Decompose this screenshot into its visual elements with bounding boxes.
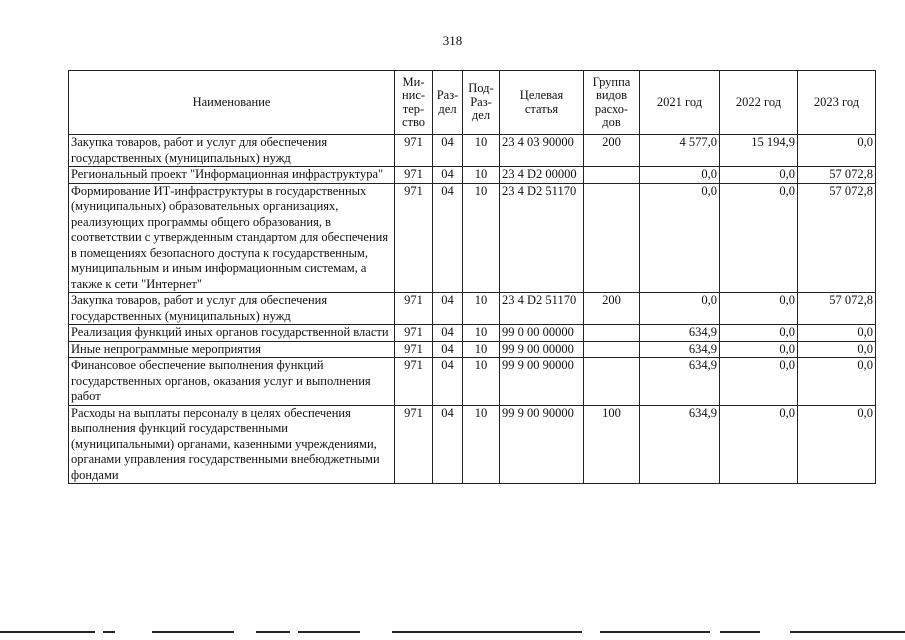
cell-target-article: 23 4 D2 51170: [500, 293, 584, 325]
cell-target-article: 99 9 00 90000: [500, 358, 584, 406]
cell-2021: 4 577,0: [640, 135, 720, 167]
cell-2023: 0,0: [798, 358, 876, 406]
cell-section: 04: [433, 135, 463, 167]
footer-scan-lines: [0, 631, 905, 634]
header-2022: 2022 год: [720, 71, 798, 135]
cell-section: 04: [433, 167, 463, 184]
table-body: [69, 135, 876, 484]
cell-subsection: 10: [463, 293, 500, 325]
cell-target-article: 23 4 D2 00000: [500, 167, 584, 184]
cell-expense-group: [584, 325, 640, 342]
cell-expense-group: [584, 183, 640, 293]
cell-2023: 57 072,8: [798, 183, 876, 293]
cell-2023: 57 072,8: [798, 293, 876, 325]
cell-2023: 0,0: [798, 135, 876, 167]
cell-ministry: 971: [395, 341, 433, 358]
cell-2022: 0,0: [720, 405, 798, 484]
cell-2023: 0,0: [798, 405, 876, 484]
header-ministry: Ми- нис- тер- ство: [395, 71, 433, 135]
cell-name: Формирование ИТ-инфраструктуры в государственных (муниципальных) образовательных организациях, реализующих программы общего образования, в соответствии с утвержденным стандартом для обеспечения в помещениях безопасного доступа к государственным, муниципальным и иным информационным системам, а также к сети "Интернет": [69, 183, 395, 293]
header-target-article: Целевая статья: [500, 71, 584, 135]
header-section: Раз- дел: [433, 71, 463, 135]
table-row: [69, 183, 876, 293]
cell-section: 04: [433, 358, 463, 406]
cell-section: 04: [433, 405, 463, 484]
cell-subsection: 10: [463, 135, 500, 167]
cell-section: 04: [433, 183, 463, 293]
cell-name: Иные непрограммные мероприятия: [69, 341, 395, 358]
table-row: [69, 405, 876, 484]
table-row: [69, 135, 876, 167]
cell-target-article: 99 9 00 90000: [500, 405, 584, 484]
header-2023: 2023 год: [798, 71, 876, 135]
cell-2021: 0,0: [640, 183, 720, 293]
table-row: [69, 325, 876, 342]
header-subsection: Под- Раз- дел: [463, 71, 500, 135]
cell-2021: 634,9: [640, 341, 720, 358]
cell-ministry: 971: [395, 325, 433, 342]
cell-name: Реализация функций иных органов государственной власти: [69, 325, 395, 342]
cell-name: Закупка товаров, работ и услуг для обеспечения государственных (муниципальных) нужд: [69, 135, 395, 167]
cell-subsection: 10: [463, 167, 500, 184]
cell-2021: 634,9: [640, 325, 720, 342]
header-expense-group: Группа видов расхо- дов: [584, 71, 640, 135]
cell-target-article: 23 4 03 90000: [500, 135, 584, 167]
cell-2022: 15 194,9: [720, 135, 798, 167]
cell-expense-group: [584, 341, 640, 358]
cell-ministry: 971: [395, 293, 433, 325]
cell-ministry: 971: [395, 135, 433, 167]
cell-name: Финансовое обеспечение выполнения функций государственных органов, оказания услуг и выполнения работ: [69, 358, 395, 406]
cell-ministry: 971: [395, 183, 433, 293]
cell-subsection: 10: [463, 183, 500, 293]
cell-target-article: 99 9 00 00000: [500, 341, 584, 358]
header-name: Наименование: [69, 71, 395, 135]
cell-2021: 634,9: [640, 358, 720, 406]
cell-2023: 0,0: [798, 341, 876, 358]
cell-section: 04: [433, 341, 463, 358]
header-2021: 2021 год: [640, 71, 720, 135]
cell-2021: 0,0: [640, 293, 720, 325]
budget-table: [68, 70, 876, 484]
cell-subsection: 10: [463, 358, 500, 406]
table-row: [69, 358, 876, 406]
table-header-row: [69, 71, 876, 135]
cell-subsection: 10: [463, 325, 500, 342]
table-row: [69, 293, 876, 325]
cell-2021: 634,9: [640, 405, 720, 484]
cell-2022: 0,0: [720, 358, 798, 406]
cell-name: Региональный проект "Информационная инфраструктура": [69, 167, 395, 184]
cell-subsection: 10: [463, 341, 500, 358]
cell-expense-group: 100: [584, 405, 640, 484]
cell-2022: 0,0: [720, 293, 798, 325]
cell-name: Расходы на выплаты персоналу в целях обеспечения выполнения функций государственными (муниципальными) органами, казенными учреждениями, органами управления государственными внебюджетными фондами: [69, 405, 395, 484]
cell-2022: 0,0: [720, 167, 798, 184]
table-row: [69, 341, 876, 358]
cell-expense-group: 200: [584, 293, 640, 325]
cell-expense-group: [584, 358, 640, 406]
cell-2022: 0,0: [720, 183, 798, 293]
cell-section: 04: [433, 325, 463, 342]
cell-2021: 0,0: [640, 167, 720, 184]
cell-target-article: 23 4 D2 51170: [500, 183, 584, 293]
cell-ministry: 971: [395, 405, 433, 484]
cell-2023: 57 072,8: [798, 167, 876, 184]
cell-subsection: 10: [463, 405, 500, 484]
cell-expense-group: [584, 167, 640, 184]
cell-2022: 0,0: [720, 325, 798, 342]
cell-ministry: 971: [395, 358, 433, 406]
cell-name: Закупка товаров, работ и услуг для обеспечения государственных (муниципальных) нужд: [69, 293, 395, 325]
cell-2022: 0,0: [720, 341, 798, 358]
cell-2023: 0,0: [798, 325, 876, 342]
table-row: [69, 167, 876, 184]
cell-target-article: 99 0 00 00000: [500, 325, 584, 342]
cell-expense-group: 200: [584, 135, 640, 167]
cell-section: 04: [433, 293, 463, 325]
page-number: 318: [442, 33, 463, 48]
cell-ministry: 971: [395, 167, 433, 184]
